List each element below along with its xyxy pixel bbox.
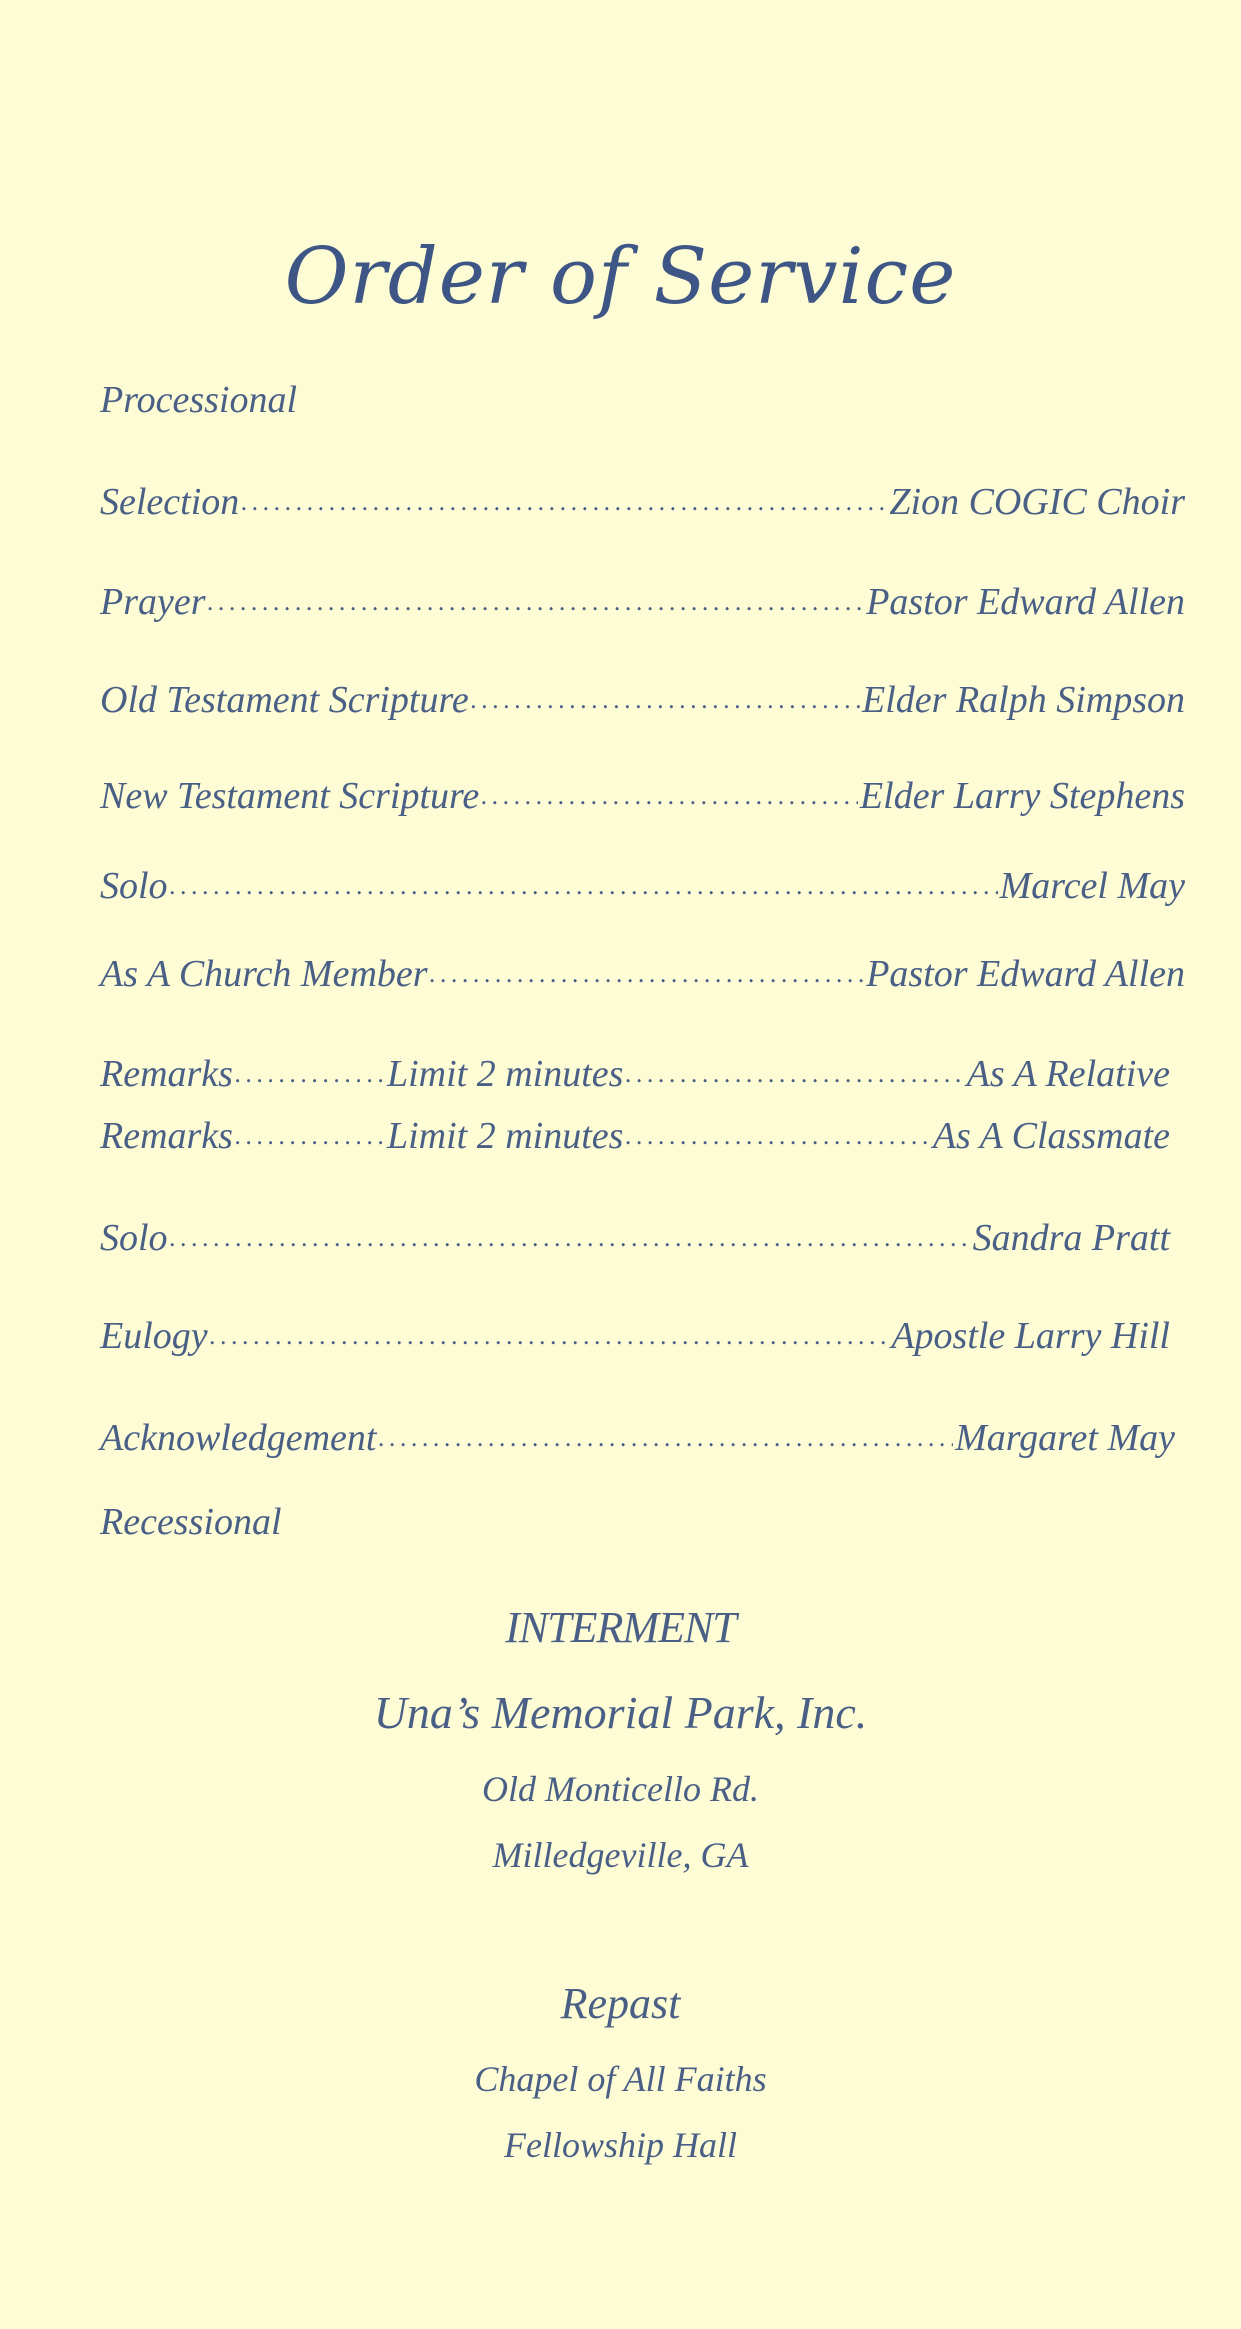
program-item-label: Eulogy (100, 1315, 208, 1357)
dot-leader (241, 474, 887, 526)
program-item-recessional (100, 1498, 1185, 1546)
program-item-eulogy (100, 1312, 1170, 1364)
dot-leader (235, 1046, 385, 1098)
program-item-participant: Apostle Larry Hill (891, 1315, 1170, 1357)
program-item-new-testament (100, 772, 1185, 824)
program-item-participant: Margaret May (955, 1417, 1175, 1459)
dot-leader (378, 1410, 953, 1462)
program-item-participant: Elder Ralph Simpson (862, 679, 1185, 721)
program-item-label: As A Church Member (100, 953, 428, 995)
program-item-label: Recessional (100, 1501, 282, 1543)
program-item-label: Processional (100, 379, 298, 421)
program-item-label: Remarks (100, 1115, 233, 1157)
dot-leader (471, 672, 860, 724)
program-item-label: New Testament Scripture (100, 775, 480, 817)
interment-city: Milledgeville, GA (492, 1835, 749, 1875)
program-item-participant: Pastor Edward Allen (866, 581, 1185, 623)
program-item-participant: As A Relative (966, 1053, 1170, 1095)
dot-leader (208, 574, 865, 626)
program-item-acknowledgement (100, 1414, 1175, 1466)
interment-heading: INTERMENT (505, 1603, 736, 1652)
repast-place: Chapel of All Faiths (474, 2059, 767, 2099)
program-item-time-limit: Limit 2 minutes (386, 1053, 624, 1095)
program-item-label: Solo (100, 1217, 168, 1259)
program-item-time-limit: Limit 2 minutes (386, 1115, 624, 1157)
page-title: Order of Service (284, 232, 957, 322)
program-item-participant: Pastor Edward Allen (866, 953, 1185, 995)
program-item-label: Selection (100, 481, 240, 523)
repast-hall: Fellowship Hall (504, 2125, 737, 2165)
dot-leader (235, 1108, 385, 1160)
program-item-selection (100, 478, 1185, 530)
program-item-label: Old Testament Scripture (100, 679, 469, 721)
program-item-participant: Zion COGIC Choir (889, 481, 1185, 523)
interment-place: Una’s Memorial Park, Inc. (373, 1687, 868, 1738)
program-item-participant: Marcel May (999, 865, 1185, 907)
program-item-label: Acknowledgement (100, 1417, 377, 1459)
program-item-solo (100, 862, 1185, 914)
program-item-solo-2 (100, 1214, 1170, 1266)
program-item-label: Prayer (100, 581, 206, 623)
program-item-label: Remarks (100, 1053, 233, 1095)
program-item-remarks-classmate (100, 1112, 1170, 1164)
program-item-old-testament (100, 676, 1185, 728)
interment-road: Old Monticello Rd. (482, 1769, 759, 1809)
dot-leader (170, 858, 998, 910)
program-item-participant: Sandra Pratt (972, 1217, 1170, 1259)
dot-leader (210, 1308, 890, 1360)
dot-leader (625, 1108, 930, 1160)
program-item-prayer (100, 578, 1185, 630)
dot-leader (430, 946, 865, 998)
dot-leader (481, 768, 858, 820)
dot-leader (625, 1046, 964, 1098)
program-item-participant: Elder Larry Stephens (859, 775, 1185, 817)
repast-heading: Repast (560, 1979, 681, 2028)
program-item-remarks-relative (100, 1050, 1170, 1102)
program-item-processional (100, 376, 1185, 424)
program-item-church-member (100, 950, 1185, 1002)
program-item-label: Solo (100, 865, 168, 907)
dot-leader (170, 1210, 971, 1262)
program-item-participant: As A Classmate (932, 1115, 1170, 1157)
